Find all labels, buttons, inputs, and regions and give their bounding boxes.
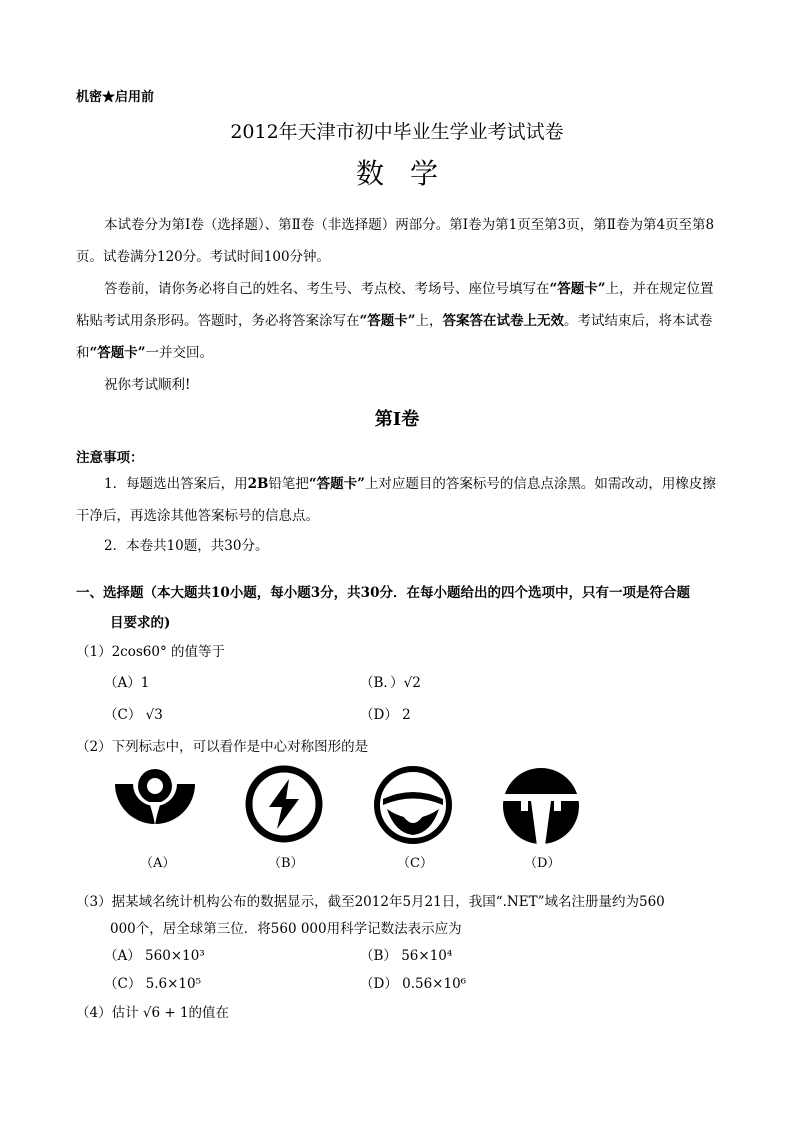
notice-item-1 bbox=[76, 468, 720, 532]
text-run-bold: 答案答在试卷上无效 bbox=[442, 313, 565, 329]
notice-heading: 注意事项： bbox=[76, 450, 144, 466]
part1-line-2: 目要求的) bbox=[110, 615, 171, 631]
exam-title: 2012年天津市初中毕业生学业考试试卷 bbox=[230, 121, 564, 143]
text-run: 答卷前，请你务必将自己的姓名、考生号、考点校、考场号、座位号填写在 bbox=[104, 281, 550, 297]
logo-d-icon bbox=[501, 766, 581, 846]
q3-option-b: （B） 56×10⁴ bbox=[360, 948, 453, 964]
text-run: 上， bbox=[415, 313, 443, 329]
text-run: 上对应题目的答案标号的信息点涂黑。如需改动，用橡皮擦干净后，再选涂其他答案标号的信息点。 bbox=[76, 476, 716, 524]
confidential-mark: 机密★启用前 bbox=[76, 90, 155, 105]
section-title: 第Ⅰ卷 bbox=[374, 409, 420, 430]
text-run-bold: 2B bbox=[247, 476, 269, 492]
text-run-bold: “答题卡” bbox=[549, 281, 606, 297]
text-run-bold: “答题卡” bbox=[89, 345, 146, 361]
intro-paragraph-1: 本试卷分为第Ⅰ卷（选择题）、第Ⅱ卷（非选择题）两部分。第Ⅰ卷为第1页至第3页，第Ⅱ卷为第4页至第8页。试卷满分120分。考试时间100分钟。 bbox=[76, 217, 715, 265]
q1-option-b: （B．）√2 bbox=[360, 675, 421, 691]
part1-line-1: 一、选择题（本大题共10小题，每小题3分，共30分．在每小题给出的四个选项中，只有一项是符合题 bbox=[76, 585, 690, 601]
q3-stem-line-1: （3）据某域名统计机构公布的数据显示，截至2012年5月21日，我国“.NET”域名注册量约为560 bbox=[76, 894, 665, 910]
logo-b-lightning-icon bbox=[245, 765, 323, 843]
text-run-bold: “答题卡” bbox=[359, 313, 416, 329]
good-luck: 祝你考试顺利! bbox=[104, 377, 191, 393]
intro-paragraph-2 bbox=[76, 273, 716, 369]
q3-option-c: （C） 5.6×10⁵ bbox=[104, 976, 201, 992]
text-run: 铅笔把 bbox=[268, 476, 309, 492]
text-run: 。考试结束后，将本试卷和 bbox=[76, 313, 713, 361]
logo-a-icon bbox=[113, 762, 197, 846]
part1-heading bbox=[76, 578, 724, 638]
text-run: 上，并在规定位置粘贴考试用条形码。答题时，务必将答案涂写在 bbox=[76, 281, 714, 329]
text-run-bold: “答题卡” bbox=[308, 476, 365, 492]
q1-stem: （1）2cos60° 的值等于 bbox=[76, 644, 226, 660]
text-run: 1．每题选出答案后，用 bbox=[104, 476, 248, 492]
q1-option-a: （A）1 bbox=[104, 675, 150, 691]
q1-option-d: （D） 2 bbox=[360, 707, 411, 723]
q3-option-a: （A） 560×10³ bbox=[104, 948, 205, 964]
subject-title: 数学 bbox=[355, 157, 464, 190]
notice-item-2: 2．本卷共10题，共30分。 bbox=[104, 538, 269, 554]
q3-option-d: （D） 0.56×10⁶ bbox=[360, 976, 467, 992]
logo-d-caption: （D） bbox=[524, 856, 561, 871]
q4-stem: （4）估计 √6 + 1的值在 bbox=[76, 1005, 230, 1021]
text-run: 一并交回。 bbox=[145, 345, 214, 361]
logo-a-caption: （A） bbox=[140, 856, 176, 871]
q2-stem: （2）下列标志中，可以看作是中心对称图形的是 bbox=[76, 739, 369, 755]
q1-option-c: （C） √3 bbox=[104, 707, 163, 723]
logo-b-caption: （B） bbox=[268, 856, 304, 871]
q3-stem-line-2: 000个，居全球第三位．将560 000用科学记数法表示应为 bbox=[110, 921, 462, 937]
logo-c-caption: （C） bbox=[397, 856, 433, 871]
logo-c-emblem-icon bbox=[373, 765, 453, 845]
